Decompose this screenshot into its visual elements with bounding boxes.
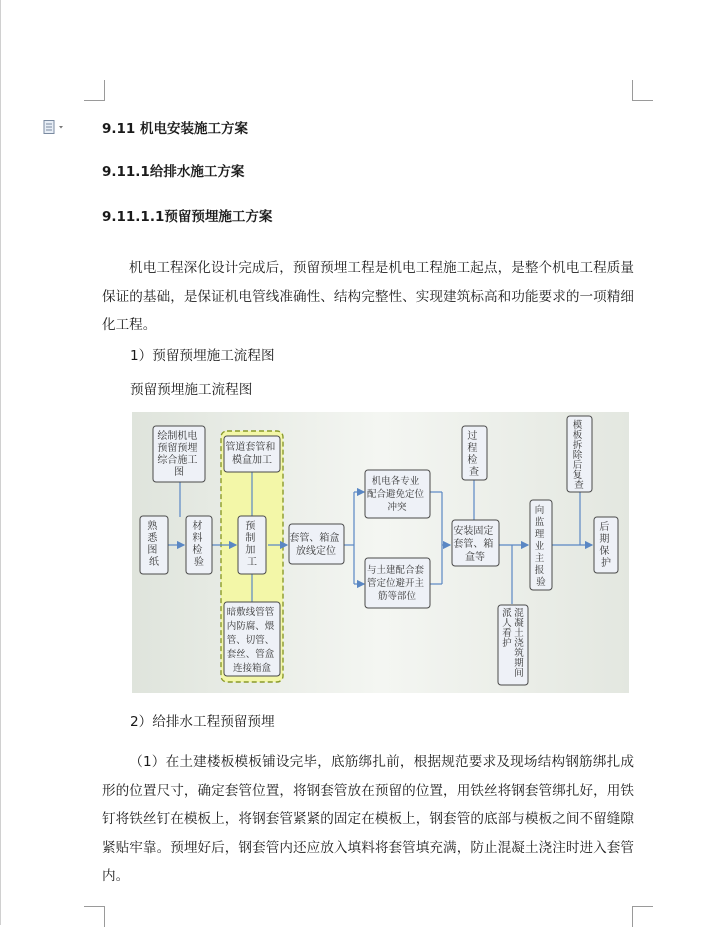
list-item-2: 2）给排水工程预留预埋 [130,714,275,730]
box-process-check: 过 程 检 查 [467,431,479,478]
box-material-inspection: 材 料 检 验 [192,521,204,568]
flowchart-caption: 预留预埋施工流程图 [130,382,253,398]
box-coord-civil: 与土建配合套 管定位避开主 筋等部位 [366,565,424,602]
margin-mark-bottom-right [632,906,653,927]
intro-paragraph [102,254,634,340]
box-sleeve-box-processing: 管道套管和 模盒加工 [225,442,276,466]
box-concealed-conduit: 暗敷线管管 内防腐、煨 管、切管、 套丝、管盒 连接箱盒 [226,607,275,674]
page-left-edge [0,0,1,925]
concrete-col-0: 混凝土浇筑期间 [514,608,524,679]
box-report: 向 监 理 业 主 报 验 [534,505,546,588]
box-prefab: 预 制 加 工 [245,521,257,568]
body-paragraph-1 [102,748,634,891]
section-heading-9-11-1-1: 9.11.1.1预留预埋施工方案 [102,209,273,225]
box-coord-mep: 机电各专业 配合避免定位 冲突 [366,476,424,513]
paragraph-style-icon[interactable] [43,119,67,133]
margin-mark-bottom-left [84,906,105,927]
box-install-fix: 安装固定 套管、箱 盒等 [453,526,494,563]
box-recheck: 模 板 拆 除 后 复 查 [572,420,584,491]
concrete-col-1: 派人看护 [502,608,512,649]
box-draw-plan: 绘制机电 预留预埋 综合施工 图 [157,431,198,478]
intro-paragraph-text: 机电工程深化设计完成后，预留预埋工程是机电工程施工起点，是整个机电工程质量保证的基础，是保证机电管线准确性、结构完整性、实现建筑标高和功能要求的一项精细化工程。 [102,260,634,333]
body-paragraph-1-text: （1）在土建楼板模板铺设完毕，底筋绑扎前，根据规范要求及现场结构钢筋绑扎成形的位置尺寸，确定套管位置，将钢套管放在预留的位置，用铁丝将钢套管绑扎好，用铁钉将铁丝钉在模板上，将钢套管紧紧的固定在模板上，钢套管的底部与模板之间不留缝隙紧贴牢靠。预埋好后，钢套管内还应放入填料将套管填充满，防止混凝土浇注时进入套管内。 [102,754,634,884]
margin-mark-top-right [632,80,653,101]
section-heading-9-11: 9.11 机电安装施工方案 [102,121,249,137]
box-familiar-drawings: 熟 悉 图 纸 [147,521,159,568]
list-item-1: 1）预留预埋施工流程图 [130,348,275,364]
section-heading-9-11-1: 9.11.1给排水施工方案 [102,164,245,180]
box-protect: 后 期 保 护 [599,522,611,569]
box-positioning: 套管、箱盒 放线定位 [289,533,340,557]
margin-mark-top-left [84,80,105,101]
flowchart [132,412,629,693]
